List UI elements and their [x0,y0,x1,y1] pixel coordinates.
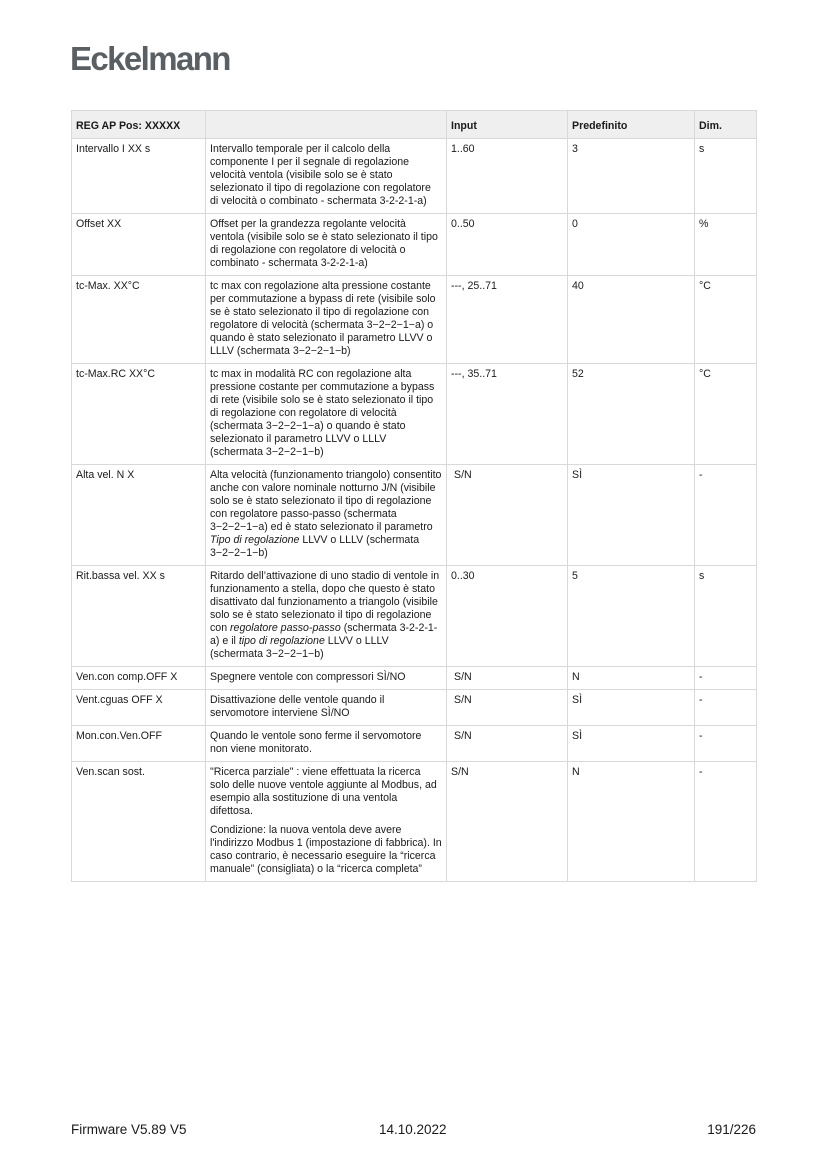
description-text: Alta velocità (funzionamento triangolo) consentito anche con valore nominale notturno J/N (visibile solo se è stato selezionato il tipo di regolazione con regolatore passo-passo (schermata 3−2−2−1−a) ed è stato selezionato il parametro [210,469,442,533]
parameter-default: N [568,667,695,690]
description-text: LLVV o LLLV (schermata 3−2−2−1−b) [210,534,420,559]
footer-firmware: Firmware V5.89 V5 [71,1122,187,1137]
parameter-input-range: S/N [447,667,568,690]
table-row [72,690,757,726]
parameter-description [206,465,447,566]
parameter-input-range: ---, 25..71 [447,276,568,364]
header-default: Predefinito [568,111,695,139]
description-paragraph: Condizione: la nuova ventola deve avere l'indirizzo Modbus 1 (impostazione di fabbrica). In caso contrario, è necessario eseguire la “ricerca manuale” (consigliata) o la “ricerca completa” [210,824,442,875]
table-row [72,566,757,667]
parameter-default: 52 [568,364,695,465]
parameter-input-range: S/N [447,690,568,726]
table-row [72,276,757,364]
parameter-name: Alta vel. N X [72,465,206,566]
parameter-description [206,276,447,364]
description-paragraph: Quando le ventole sono ferme il servomotore non viene monitorato. [210,730,422,755]
parameter-default: 3 [568,139,695,214]
parameter-name: Rit.bassa vel. XX s [72,566,206,667]
table-row [72,667,757,690]
parameter-default: 5 [568,566,695,667]
description-paragraph: Spegnere ventole con compressori SÌ/NO [210,671,406,683]
parameter-name: Ven.con comp.OFF X [72,667,206,690]
parameter-name: Offset XX [72,214,206,276]
parameter-input-range: S/N [447,465,568,566]
footer-page-number: 191/226 [707,1122,756,1137]
parameter-description [206,566,447,667]
description-paragraph: Intervallo temporale per il calcolo della componente I per il segnale di regolazione velocità ventola (visibile solo se è stato selezionato il tipo di regolazione con regolatore di velocità o combinato - schermata 3-2-2-1-a) [210,143,431,207]
description-paragraph: "Ricerca parziale" : viene effettuata la ricerca solo delle nuove ventole aggiunte al Modbus, ad esempio alla sostituzione di una ventola difettosa. [210,766,437,817]
parameter-name: Vent.cguas OFF X [72,690,206,726]
description-paragraph: Offset per la grandezza regolante velocità ventola (visibile solo se è stato selezionato il tipo di regolazione con regolatore di velocità o combinato - schermata 3-2-2-1-a) [210,218,438,269]
parameter-dimension: °C [695,364,757,465]
parameter-default: SÌ [568,690,695,726]
description-emphasis: regolatore passo-passo [230,622,341,634]
parameter-description [206,667,447,690]
table-row [72,762,757,882]
parameter-dimension: - [695,762,757,882]
parameter-input-range: 1..60 [447,139,568,214]
parameter-dimension: % [695,214,757,276]
parameter-default: SÌ [568,726,695,762]
description-emphasis: Tipo di regolazione [210,534,300,546]
parameter-input-range: S/N [447,762,568,882]
parameter-table [71,110,757,882]
description-text: (schermata 3-2-2-1-a) e il [210,622,438,647]
description-paragraph [210,570,442,661]
table-row [72,139,757,214]
parameter-default: 40 [568,276,695,364]
description-text: LLVV o LLLV (schermata 3−2−2−1−b) [210,635,389,660]
header-dim: Dim. [695,111,757,139]
parameter-input-range: S/N [447,726,568,762]
parameter-dimension: - [695,667,757,690]
footer-date: 14.10.2022 [379,1122,447,1137]
parameter-description [206,690,447,726]
parameter-default: 0 [568,214,695,276]
parameter-description [206,726,447,762]
page-footer [71,1122,756,1140]
parameter-name: Intervallo I XX s [72,139,206,214]
parameter-description [206,214,447,276]
table-row [72,214,757,276]
eckelmann-logo: Eckelmann [70,40,230,77]
description-paragraph: Disattivazione delle ventole quando il servomotore interviene SÌ/NO [210,694,385,719]
description-paragraph: tc max con regolazione alta pressione costante per commutazione a bypass di rete (visibile solo se è stato selezionato il tipo di regolazione con regolatore di velocità (schermata 3−2−2−1−a) o quando è stato selezionato il parametro LLVV o LLLV (schermata 3−2−2−1−b) [210,280,436,357]
parameter-dimension: s [695,566,757,667]
parameter-default: SÌ [568,465,695,566]
description-paragraph [210,469,442,560]
parameter-input-range: ---, 35..71 [447,364,568,465]
parameter-name: tc-Max.RC XX°C [72,364,206,465]
parameter-input-range: 0..50 [447,214,568,276]
parameter-name: Ven.scan sost. [72,762,206,882]
parameter-description [206,139,447,214]
table-row [72,364,757,465]
header-parameter: REG AP Pos: XXXXX [72,111,206,139]
parameter-dimension: - [695,690,757,726]
description-emphasis: tipo di regolazione [238,635,325,647]
parameter-description [206,762,447,882]
description-paragraph: tc max in modalità RC con regolazione alta pressione costante per commutazione a bypass di rete (visibile solo se è stato selezionato il tipo di regolazione con regolatore di velocità (schermata 3−2−2−1−a) o quando è stato selezionato il parametro LLVV o LLLV (schermata 3−2−2−1−b) [210,368,435,458]
header-input: Input [447,111,568,139]
parameter-name: tc-Max. XX°C [72,276,206,364]
parameter-dimension: s [695,139,757,214]
parameter-default: N [568,762,695,882]
table-body [72,139,757,882]
description-text: Ritardo dell’attivazione di uno stadio di ventole in funzionamento a stella, dopo che questo è stato disattivato dal funzionamento a triangolo (visibile solo se è stato selezionato il tipo di regolazione con [210,570,440,634]
header-description [206,111,447,139]
parameter-dimension: °C [695,276,757,364]
table-header-row [72,111,757,139]
table-row [72,465,757,566]
parameter-dimension: - [695,465,757,566]
parameter-description [206,364,447,465]
parameter-name: Mon.con.Ven.OFF [72,726,206,762]
parameter-dimension: - [695,726,757,762]
table-row [72,726,757,762]
parameter-input-range: 0..30 [447,566,568,667]
